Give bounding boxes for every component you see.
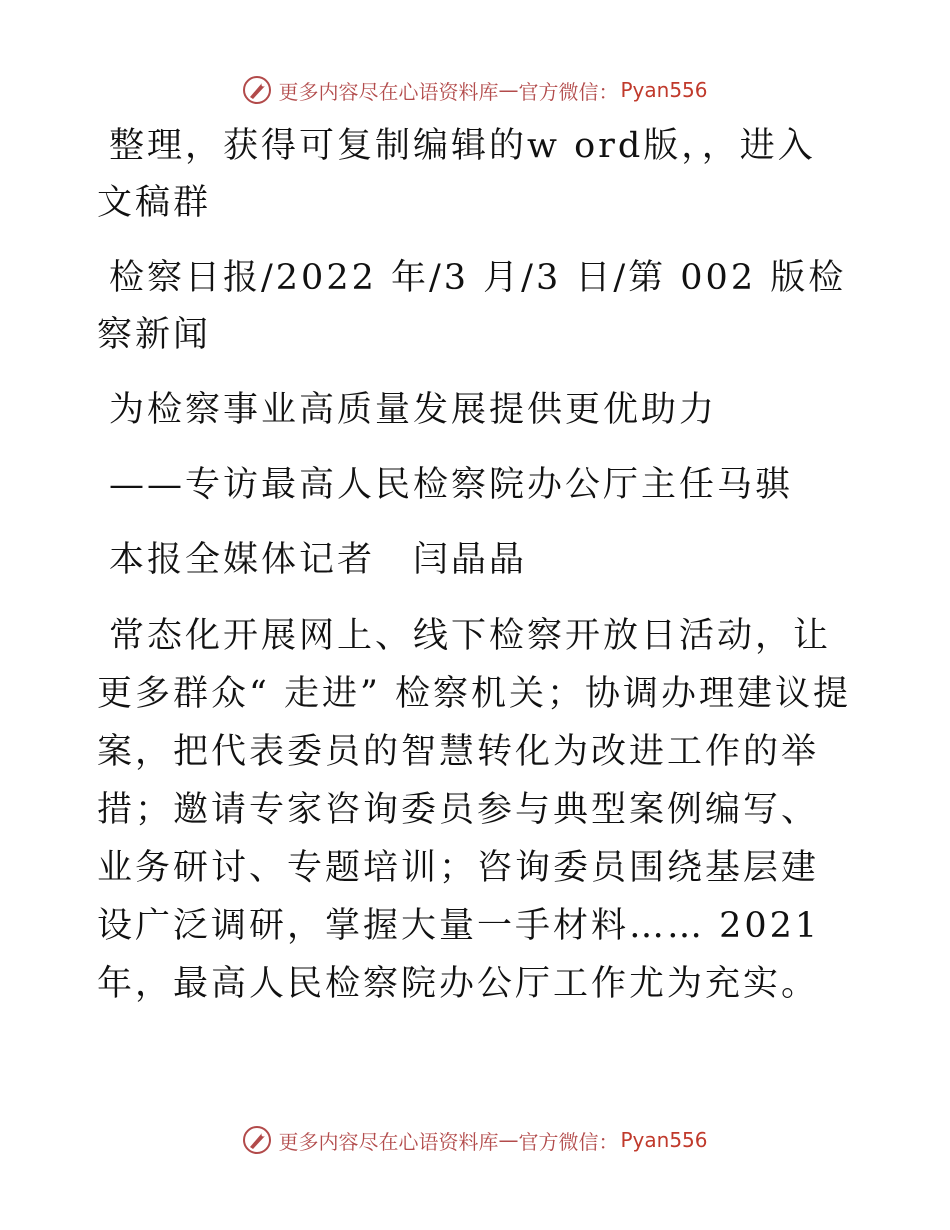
- banner-wechat-id: Pyan556: [620, 1128, 708, 1152]
- banner-main-text: 更多内容尽在心语资料库: [278, 1129, 499, 1154]
- pen-nib-icon: [242, 75, 272, 105]
- document-body: [97, 118, 853, 1031]
- article-title: 为检察事业高质量发展提供更优助力: [109, 390, 718, 430]
- header-watermark-banner: [0, 70, 950, 110]
- pen-nib-icon: [242, 1125, 272, 1155]
- banner-main-text: 更多内容尽在心语资料库: [278, 79, 499, 104]
- banner-dash: —: [498, 78, 519, 102]
- footer-watermark-banner: [0, 1120, 950, 1160]
- banner-wechat-id: Pyan556: [620, 78, 708, 102]
- paragraph-source: 检察日报/2022 年/3 月/3 日/第 002 版检察新闻: [97, 258, 847, 355]
- banner-dash: —: [498, 1128, 519, 1152]
- article-byline: 本报全媒体记者 闫晶晶: [109, 540, 528, 580]
- banner-wechat-label: 官方微信：: [518, 79, 619, 104]
- banner-wechat-label: 官方微信：: [518, 1129, 619, 1154]
- paragraph-note: 整理，获得可复制编辑的w ord版，，进入文稿群: [97, 126, 816, 223]
- article-body-paragraph: 常态化开展网上、线下检察开放日活动，让更多群众“ 走进” 检察机关；协调办理建议提案，把代表委员的智慧转化为改进工作的举措；邀请专家咨询委员参与典型案例编写、业务研讨、专题培训；咨询委员围绕基层建设广泛调研，掌握大量一手材料…… 2021 年，最高人民检察院办公厅工作尤为充实。: [97, 616, 852, 1004]
- article-subtitle: ——专访最高人民检察院办公厅主任马骐: [109, 465, 794, 505]
